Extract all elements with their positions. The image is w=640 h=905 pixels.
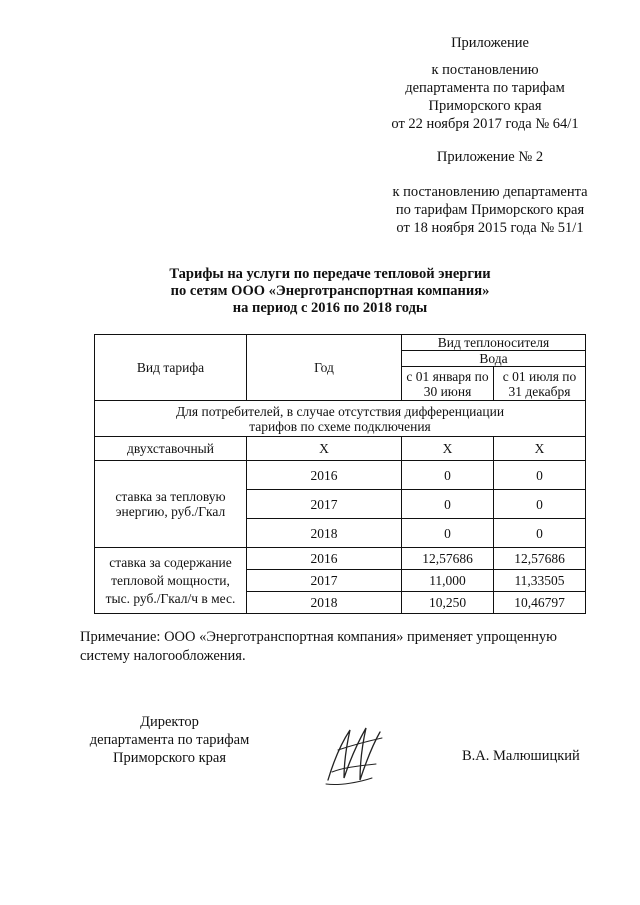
document-title bbox=[110, 266, 550, 317]
header-water: Вода bbox=[402, 351, 586, 367]
annex2-line-1: к постановлению департамента bbox=[392, 184, 588, 200]
energy-year-2016: 2016 bbox=[247, 461, 402, 490]
annex2-title-block bbox=[400, 148, 580, 166]
capacity-h2-2017: 11,33505 bbox=[494, 570, 586, 592]
header-year: Год bbox=[247, 335, 402, 401]
annex2-reference bbox=[375, 183, 605, 237]
resolution-line-2: департамента по тарифам bbox=[405, 80, 565, 96]
capacity-h1-2017: 11,000 bbox=[402, 570, 494, 592]
annex2-line-3: от 18 ноября 2015 года № 51/1 bbox=[396, 220, 584, 236]
energy-h2-2017: 0 bbox=[494, 490, 586, 519]
annex-header bbox=[420, 34, 560, 52]
handwritten-signature bbox=[320, 720, 390, 790]
position-line-1: Директор bbox=[140, 714, 199, 730]
capacity-h2-2018: 10,46797 bbox=[494, 592, 586, 614]
capacity-rate-label: ставка за содержание тепловой мощности, тыс. руб./Гкал/ч в мес. bbox=[95, 548, 247, 614]
energy-h2-2018: 0 bbox=[494, 519, 586, 548]
two-rate-h2: Х bbox=[494, 437, 586, 461]
note-line-2: систему налогообложения. bbox=[80, 648, 246, 664]
energy-rate-label: ставка за тепловую энергию, руб./Гкал bbox=[95, 461, 247, 548]
energy-year-2018: 2018 bbox=[247, 519, 402, 548]
position-line-2: департамента по тарифам bbox=[89, 732, 250, 748]
energy-year-2017: 2017 bbox=[247, 490, 402, 519]
header-first-half: с 01 января по 30 июня bbox=[402, 367, 494, 401]
resolution-line-1: к постановлению bbox=[431, 62, 539, 78]
capacity-h1-2016: 12,57686 bbox=[402, 548, 494, 570]
capacity-h1-2018: 10,250 bbox=[402, 592, 494, 614]
note-line-1: Примечание: ООО «Энерготранспортная компания» применяет упрощенную bbox=[80, 629, 557, 645]
header-tariff-type: Вид тарифа bbox=[95, 335, 247, 401]
header-second-half: с 01 июля по 31 декабря bbox=[494, 367, 586, 401]
table-row bbox=[95, 548, 586, 570]
title-line-1: Тарифы на услуги по передаче тепловой энергии bbox=[169, 266, 491, 282]
resolution-line-3: Приморского края bbox=[428, 98, 542, 114]
two-rate-h1: Х bbox=[402, 437, 494, 461]
section-label: Для потребителей, в случае отсутствия дифференциации тарифов по схеме подключения bbox=[95, 401, 586, 437]
annex2-line-2: по тарифам Приморского края bbox=[395, 202, 585, 218]
position-line-3: Приморского края bbox=[112, 750, 226, 766]
energy-h1-2018: 0 bbox=[402, 519, 494, 548]
tariff-table bbox=[94, 334, 586, 614]
energy-h1-2017: 0 bbox=[402, 490, 494, 519]
note-block bbox=[80, 628, 600, 666]
two-rate-year: Х bbox=[247, 437, 402, 461]
capacity-year-2018: 2018 bbox=[247, 592, 402, 614]
capacity-year-2017: 2017 bbox=[247, 570, 402, 592]
resolution-line-4: от 22 ноября 2017 года № 64/1 bbox=[391, 116, 579, 132]
annex2-title: Приложение № 2 bbox=[436, 149, 544, 165]
energy-h1-2016: 0 bbox=[402, 461, 494, 490]
resolution-reference bbox=[370, 61, 600, 133]
annex-title: Приложение bbox=[451, 35, 529, 51]
title-line-2: по сетям ООО «Энерготранспортная компания» bbox=[170, 283, 490, 299]
header-carrier: Вид теплоносителя bbox=[402, 335, 586, 351]
signatory-name: В.А. Малюшицкий bbox=[462, 748, 580, 764]
title-line-3: на период с 2016 по 2018 годы bbox=[232, 300, 428, 316]
capacity-year-2016: 2016 bbox=[247, 548, 402, 570]
two-rate-label: двухставочный bbox=[95, 437, 247, 461]
capacity-h2-2016: 12,57686 bbox=[494, 548, 586, 570]
table-row bbox=[95, 461, 586, 490]
energy-h2-2016: 0 bbox=[494, 461, 586, 490]
signatory-position bbox=[82, 713, 257, 767]
